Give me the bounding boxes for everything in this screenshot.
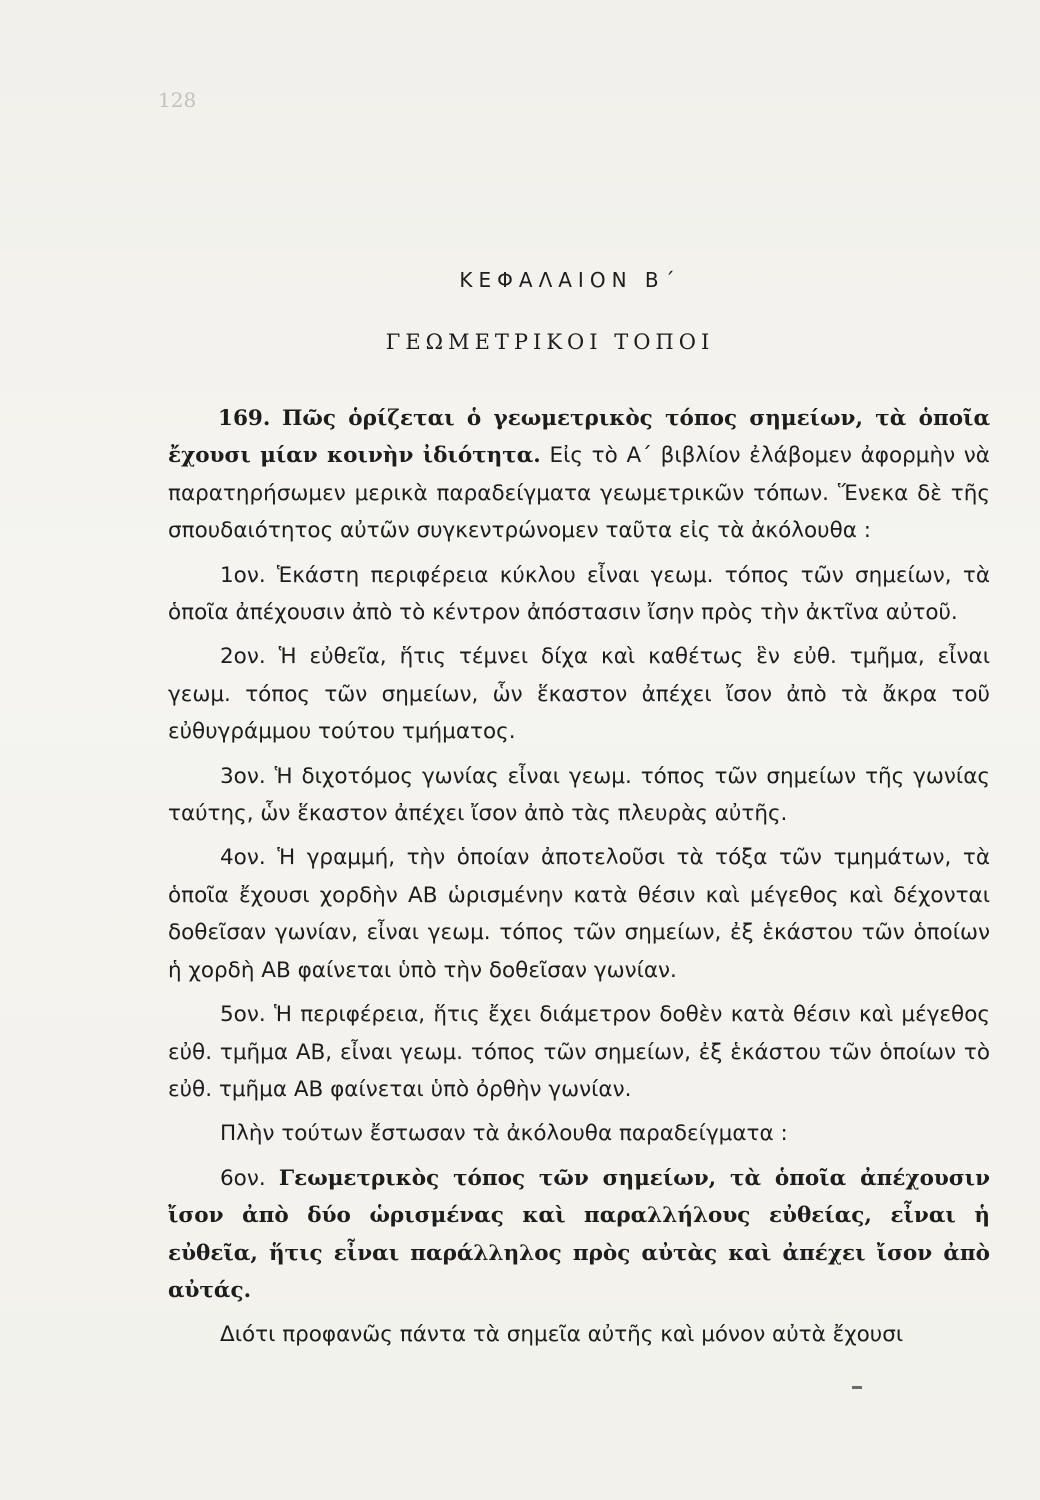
bleed-through-texture bbox=[0, 140, 1040, 160]
item-6-statement: Γεωμετρικὸς τόπος τῶν σημείων, τὰ ὁποῖα ἀπέχουσιν ἴσον ἀπὸ δύο ὡρισμένας καὶ παραλλήλους εὐθείας, εἶναι ἡ εὐθεῖα, ἥτις εἶναι παράλληλος πρὸς αὐτὰς καὶ ἀπέχει ἴσον ἀπὸ αὐτάς. bbox=[168, 1165, 990, 1303]
paragraph-body: Εἰς τὸ Α΄ βιβλίον ἐλάβομεν ἀφορμὴν νὰ παρατηρήσωμεν μερικὰ παραδείγματα γεωμετρικῶν τόπων. Ἕνεκα δὲ τῆς σπουδαιότητος αὐτῶν συγκεντρώνομεν ταῦτα εἰς τὰ ἀκόλουθα : bbox=[168, 443, 990, 544]
paragraph-question: Πῶς ὁρίζεται ὁ γεωμετρικὸς τόπος σημείων, τὰ ὁποῖα ἔχουσι μίαν κοινὴν ἰδιότητα. bbox=[168, 406, 990, 469]
chapter-heading: ΚΕΦΑΛΑΙΟΝ Β΄ bbox=[459, 268, 681, 292]
locus-item-4: 4ον. Ἡ γραμμή, τὴν ὁποίαν ἀποτελοῦσι τὰ τόξα τῶν τμημάτων, τὰ ὁποῖα ἔχουσι χορδὴν ΑΒ ὡρισμένην κατὰ θέσιν καὶ μέγεθος καὶ δέχονται δοθεῖσαν γωνίαν, εἶναι γεωμ. τόπος τῶν σημείων, ἐξ ἑκάστου τῶν ὁποίων ἡ χορδὴ ΑΒ φαίνεται ὑπὸ τὴν δοθεῖσαν γωνίαν. bbox=[168, 845, 990, 983]
paragraph-number: 169. bbox=[218, 406, 271, 431]
section-heading: ΓΕΩΜΕΤΡΙΚΟΙ ΤΟΠΟΙ bbox=[385, 330, 715, 354]
locus-item-5: 5ον. Ἡ περιφέρεια, ἥτις ἔχει διάμετρον δοθὲν κατὰ θέσιν καὶ μέγεθος εὐθ. τμῆμα ΑΒ, εἶναι γεωμ. τόπος τῶν σημείων, ἐξ ἑκάστου τῶν ὁποίων τὸ εὐθ. τμῆμα ΑΒ φαίνεται ὑπὸ ὀρθὴν γωνίαν. bbox=[168, 1002, 990, 1102]
locus-item-1: 1ον. Ἑκάστη περιφέρεια κύκλου εἶναι γεωμ. τόπος τῶν σημείων, τὰ ὁποῖα ἀπέχουσιν ἀπὸ τὸ κέντρον ἀπόστασιν ἴσην πρὸς τὴν ἀκτῖνα αὐτοῦ. bbox=[168, 562, 990, 626]
examples-intro: Πλὴν τούτων ἔστωσαν τὰ ἀκόλουθα παραδείγματα : bbox=[220, 1121, 788, 1147]
page-number: 128 bbox=[158, 88, 197, 112]
closing-sentence: Διότι προφανῶς πάντα τὰ σημεῖα αὐτῆς καὶ μόνον αὐτὰ ἔχουσι bbox=[220, 1322, 904, 1348]
ink-mark bbox=[852, 1386, 862, 1389]
locus-item-2: 2ον. Ἡ εὐθεῖα, ἥτις τέμνει δίχα καὶ καθέτως ἓν εὐθ. τμῆμα, εἶναι γεωμ. τόπος τῶν σημείων, ὧν ἕκαστον ἀπέχει ἴσον ἀπὸ τὰ ἄκρα τοῦ εὐθυγράμμου τούτου τμήματος. bbox=[168, 644, 990, 745]
body-text bbox=[168, 400, 990, 1361]
locus-item-3: 3ον. Ἡ διχοτόμος γωνίας εἶναι γεωμ. τόπος τῶν σημείων τῆς γωνίας ταύτης, ὧν ἕκαστον ἀπέχει ἴσον ἀπὸ τὰς πλευρὰς αὐτῆς. bbox=[168, 763, 990, 827]
paragraph-169 bbox=[168, 400, 990, 550]
item-label: 6ον. bbox=[220, 1165, 266, 1191]
locus-item-6 bbox=[168, 1160, 990, 1310]
